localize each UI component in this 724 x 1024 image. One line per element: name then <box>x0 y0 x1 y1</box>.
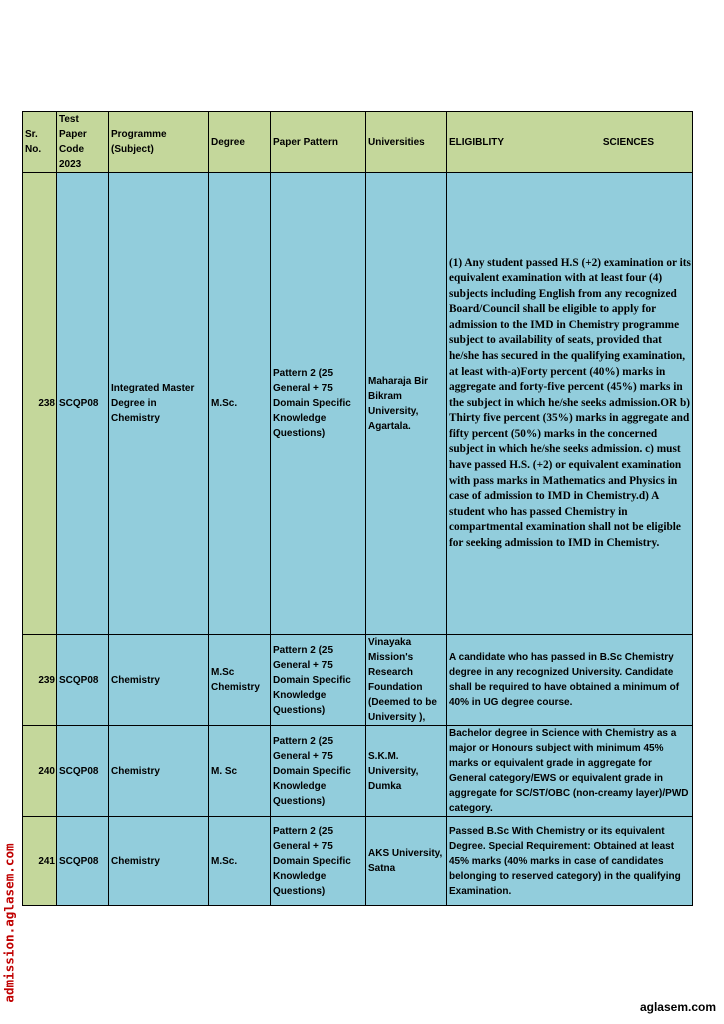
cell-degree: M.Sc. <box>209 817 271 906</box>
header-paper-pattern: Paper Pattern <box>271 112 366 173</box>
cell-degree: M.Sc Chemistry <box>209 635 271 726</box>
cell-university: Maharaja Bir Bikram University, Agartala. <box>366 173 447 635</box>
cell-sr-no: 238 <box>23 173 57 635</box>
cell-university: Vinayaka Mission's Research Foundation (Deemed to be University ), <box>366 635 447 726</box>
header-test-paper-code: Test Paper Code 2023 <box>57 112 109 173</box>
cell-eligibility: Bachelor degree in Science with Chemistry as a major or Honours subject with minimum 45% marks or equivalent grade in aggregate for General category/EWS or equivalent grade in aggregate for SC/ST/OBC (non-creamy layer)/PWD category. <box>447 726 693 817</box>
cell-programme: Chemistry <box>109 726 209 817</box>
table-row <box>23 726 693 817</box>
cell-paper-pattern: Pattern 2 (25 General + 75 Domain Specific Knowledge Questions) <box>271 635 366 726</box>
side-watermark <box>2 831 16 1015</box>
watermark-text: admission.aglasem.com <box>1 843 17 1003</box>
header-universities: Universities <box>366 112 447 173</box>
cell-sr-no: 240 <box>23 726 57 817</box>
cell-programme: Integrated Master Degree in Chemistry <box>109 173 209 635</box>
cell-test-paper-code: SCQP08 <box>57 817 109 906</box>
header-eligibility <box>447 112 693 173</box>
cell-eligibility: (1) Any student passed H.S (+2) examination or its equivalent examination with at least four (4) subjects including English from any recognized Board/Council shall be eligible to apply for admission to the IMD in Chemistry programme subject to availability of seats, provided that he/she has secured in the qualifying examination, at least with-a)Forty percent (40%) marks in aggregate and forty-five percent (45%) marks in the subject in which he/she seeks admission.OR b) Thirty five percent (35%) marks in aggregate and fifty percent (50%) marks in the concerned subject in which he/she seeks admission. c) must have passed H.S. (+2) or equivalent examination with pass marks in Mathematics and Physics in case of admission to IMD in Chemistry.d) A student who has passed Chemistry in compartmental examination shall not be eligible for seeking admission to IMD in Chemistry. <box>447 173 693 635</box>
eligibility-table <box>22 111 693 906</box>
table-row <box>23 635 693 726</box>
header-stream-label: SCIENCES <box>602 136 654 148</box>
cell-test-paper-code: SCQP08 <box>57 173 109 635</box>
table-row <box>23 173 693 635</box>
cell-paper-pattern: Pattern 2 (25 General + 75 Domain Specific Knowledge Questions) <box>271 817 366 906</box>
table-header-row <box>23 112 693 173</box>
cell-programme: Chemistry <box>109 635 209 726</box>
header-degree: Degree <box>209 112 271 173</box>
cell-eligibility: A candidate who has passed in B.Sc Chemistry degree in any recognized University. Candidate shall be required to have obtained a minimum of 40% in UG degree course. <box>447 635 693 726</box>
header-eligibility-label: ELIGIBLITY <box>449 136 504 148</box>
footer-brand: aglasem.com <box>639 1000 716 1014</box>
cell-sr-no: 239 <box>23 635 57 726</box>
cell-university: AKS University, Satna <box>366 817 447 906</box>
cell-degree: M.Sc. <box>209 173 271 635</box>
cell-programme: Chemistry <box>109 817 209 906</box>
header-sr-no: Sr. No. <box>23 112 57 173</box>
cell-test-paper-code: SCQP08 <box>57 726 109 817</box>
cell-university: S.K.M. University, Dumka <box>366 726 447 817</box>
table-row <box>23 817 693 906</box>
cell-degree: M. Sc <box>209 726 271 817</box>
cell-paper-pattern: Pattern 2 (25 General + 75 Domain Specific Knowledge Questions) <box>271 726 366 817</box>
cell-sr-no: 241 <box>23 817 57 906</box>
cell-eligibility: Passed B.Sc With Chemistry or its equivalent Degree. Special Requirement: Obtained at least 45% marks (40% marks in case of candidates belonging to reserved category) in the qualifying Examination. <box>447 817 693 906</box>
header-programme: Programme (Subject) <box>109 112 209 173</box>
cell-paper-pattern: Pattern 2 (25 General + 75 Domain Specific Knowledge Questions) <box>271 173 366 635</box>
cell-test-paper-code: SCQP08 <box>57 635 109 726</box>
